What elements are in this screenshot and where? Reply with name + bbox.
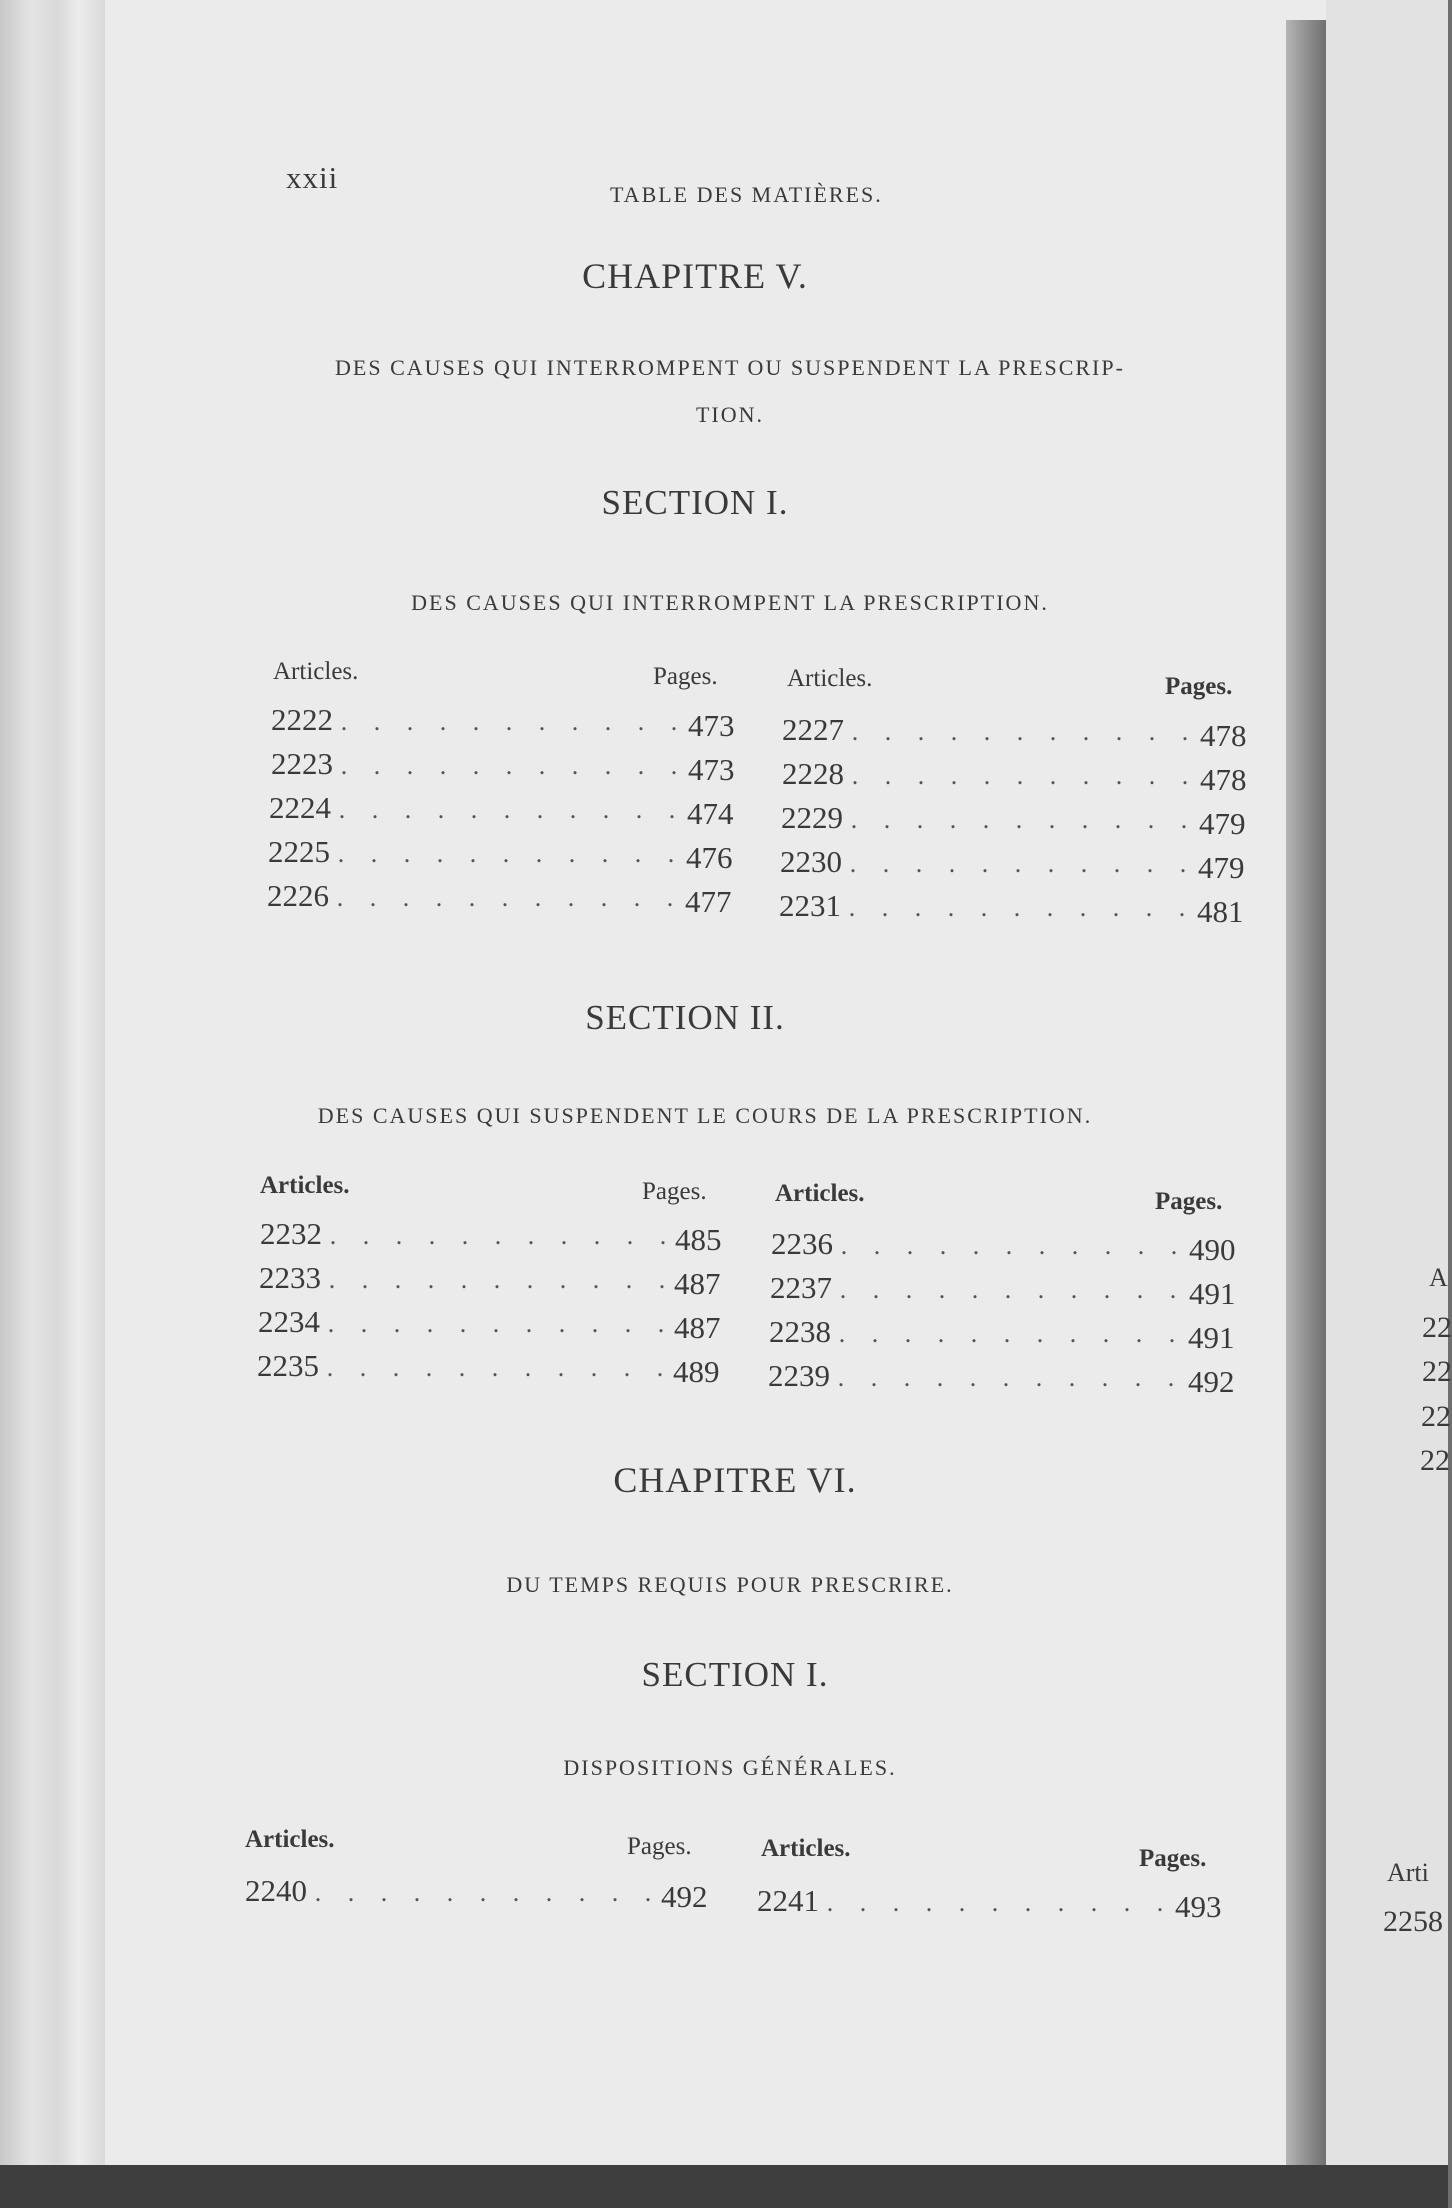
header-pages: Pages.	[642, 1178, 707, 1205]
leader-dots: . . . . . . . . . . .	[838, 1319, 1186, 1348]
table-row	[781, 800, 1197, 836]
article-number: 2236	[771, 1226, 833, 1261]
leader-dots: . . . . . . . . . . .	[340, 707, 688, 736]
scan-bottom-edge	[0, 2165, 1448, 2208]
article-number: 2233	[259, 1260, 321, 1295]
leader-dots: . . . . . . . . . . .	[326, 1353, 674, 1382]
article-number: 2231	[779, 888, 841, 923]
page-number-cell: 490	[1189, 1232, 1236, 1267]
table-row	[271, 746, 687, 782]
page-number: xxii	[286, 160, 339, 195]
leader-dots: . . . . . . . . . . .	[340, 751, 688, 780]
page-number-cell: 491	[1189, 1276, 1236, 1311]
article-number: 2234	[258, 1304, 320, 1339]
page-number-cell: 487	[674, 1266, 721, 1301]
header-pages: Pages.	[653, 663, 718, 690]
chapter-vi-subtitle: DU TEMPS REQUIS POUR PRESCRIRE.	[506, 1572, 954, 1597]
table-row	[771, 1226, 1187, 1262]
page-number-cell: 474	[687, 796, 734, 831]
leader-dots: . . . . . . . . . . .	[826, 1888, 1174, 1917]
article-number: 2239	[768, 1358, 830, 1393]
adjacent-page-text: 22	[1421, 1400, 1451, 1433]
table-row	[768, 1358, 1184, 1394]
page-number-cell: 487	[674, 1310, 721, 1345]
page-number-cell: 476	[686, 840, 733, 875]
page-number-cell: 489	[673, 1354, 720, 1389]
adjacent-page-fragment	[1326, 0, 1452, 2208]
table-row	[258, 1304, 674, 1340]
section-v2-title: SECTION II.	[585, 998, 785, 1037]
adjacent-page-text: A	[1429, 1263, 1448, 1292]
page-number-cell: 492	[661, 1879, 708, 1914]
article-number: 2230	[780, 844, 842, 879]
table-row	[780, 844, 1196, 880]
table-row	[757, 1883, 1173, 1919]
leader-dots: . . . . . . . . . . .	[336, 883, 684, 912]
article-number: 2227	[782, 712, 844, 747]
header-pages: Pages.	[627, 1833, 692, 1860]
table-row	[257, 1348, 673, 1384]
page-number-cell: 479	[1199, 806, 1246, 841]
article-number: 2238	[769, 1314, 831, 1349]
leader-dots: . . . . . . . . . . .	[848, 893, 1196, 922]
section-v1-subtitle: DES CAUSES QUI INTERROMPENT LA PRESCRIPTION.	[411, 590, 1049, 615]
page-number-cell: 473	[688, 752, 735, 787]
leader-dots: . . . . . . . . . . .	[328, 1265, 676, 1294]
table-row	[268, 834, 684, 870]
header-pages: Pages.	[1139, 1845, 1207, 1872]
table-row	[782, 756, 1198, 792]
running-head: TABLE DES MATIÈRES.	[610, 182, 883, 207]
header-pages: Pages.	[1155, 1188, 1223, 1215]
page-number-cell: 493	[1175, 1889, 1222, 1924]
page-number-cell: 479	[1198, 850, 1245, 885]
chapter-v-subtitle-line1: DES CAUSES QUI INTERROMPENT OU SUSPENDENT LA PRESCRIP-	[335, 355, 1125, 380]
section-vi1-subtitle: DISPOSITIONS GÉNÉRALES.	[563, 1755, 897, 1780]
leader-dots: . . . . . . . . . . .	[314, 1878, 662, 1907]
table-row	[245, 1873, 661, 1909]
table-row	[271, 702, 687, 738]
chapter-vi-title: CHAPITRE VI.	[613, 1460, 857, 1500]
article-number: 2228	[782, 756, 844, 791]
leader-dots: . . . . . . . . . . .	[327, 1309, 675, 1338]
article-number: 2232	[260, 1216, 322, 1251]
article-number: 2224	[269, 790, 331, 825]
section-vi1-title: SECTION I.	[641, 1655, 829, 1694]
table-row	[769, 1314, 1185, 1350]
leader-dots: . . . . . . . . . . .	[850, 805, 1198, 834]
table-row	[260, 1216, 676, 1252]
adjacent-page-text: Arti	[1387, 1858, 1429, 1887]
chapter-v-subtitle-line2: TION.	[695, 402, 765, 427]
book-page	[105, 0, 1377, 2165]
adjacent-page-text: 22	[1422, 1311, 1452, 1344]
article-number: 2229	[781, 800, 843, 835]
page-number-cell: 485	[675, 1222, 722, 1257]
leader-dots: . . . . . . . . . . .	[851, 717, 1199, 746]
table-row	[259, 1260, 675, 1296]
book-spine-shadow	[1286, 20, 1326, 2165]
table-row	[770, 1270, 1186, 1306]
leader-dots: . . . . . . . . . . .	[329, 1221, 677, 1250]
page-edge-stack	[0, 0, 105, 2208]
article-number: 2226	[267, 878, 329, 913]
leader-dots: . . . . . . . . . . .	[840, 1231, 1188, 1260]
leader-dots: . . . . . . . . . . .	[839, 1275, 1187, 1304]
header-pages: Pages.	[1165, 673, 1233, 700]
page-number-cell: 492	[1188, 1364, 1235, 1399]
header-articles: Articles.	[761, 1835, 851, 1862]
article-number: 2240	[245, 1873, 307, 1908]
chapter-v-title: CHAPITRE V.	[582, 256, 808, 296]
header-articles: Articles.	[260, 1172, 350, 1199]
section-v1-title: SECTION I.	[601, 483, 789, 522]
header-articles: Articles.	[775, 1180, 865, 1207]
section-v2-subtitle: DES CAUSES QUI SUSPENDENT LE COURS DE LA PRESCRIPTION.	[317, 1103, 1093, 1128]
page-number-cell: 478	[1200, 762, 1247, 797]
table-row	[779, 888, 1195, 924]
page-number-cell: 491	[1188, 1320, 1235, 1355]
page-number-cell: 481	[1197, 894, 1244, 929]
header-articles: Articles.	[273, 658, 359, 685]
article-number: 2225	[268, 834, 330, 869]
article-number: 2237	[770, 1270, 832, 1305]
page-number-cell: 478	[1200, 718, 1247, 753]
header-articles: Articles.	[787, 665, 873, 692]
table-row	[269, 790, 685, 826]
leader-dots: . . . . . . . . . . .	[338, 795, 686, 824]
article-number: 2235	[257, 1348, 319, 1383]
adjacent-page-text: 22	[1422, 1355, 1452, 1388]
leader-dots: . . . . . . . . . . .	[337, 839, 685, 868]
header-articles: Articles.	[245, 1826, 335, 1853]
page-number-cell: 477	[685, 884, 732, 919]
adjacent-page-text: 22	[1420, 1444, 1450, 1477]
article-number: 2223	[271, 746, 333, 781]
leader-dots: . . . . . . . . . . .	[851, 761, 1199, 790]
leader-dots: . . . . . . . . . . .	[837, 1363, 1185, 1392]
adjacent-page-text: 2258	[1383, 1905, 1443, 1938]
table-row	[267, 878, 683, 914]
table-row	[782, 712, 1198, 748]
leader-dots: . . . . . . . . . . .	[849, 849, 1197, 878]
page-number-cell: 473	[688, 708, 735, 743]
article-number: 2241	[757, 1883, 819, 1918]
article-number: 2222	[271, 702, 333, 737]
